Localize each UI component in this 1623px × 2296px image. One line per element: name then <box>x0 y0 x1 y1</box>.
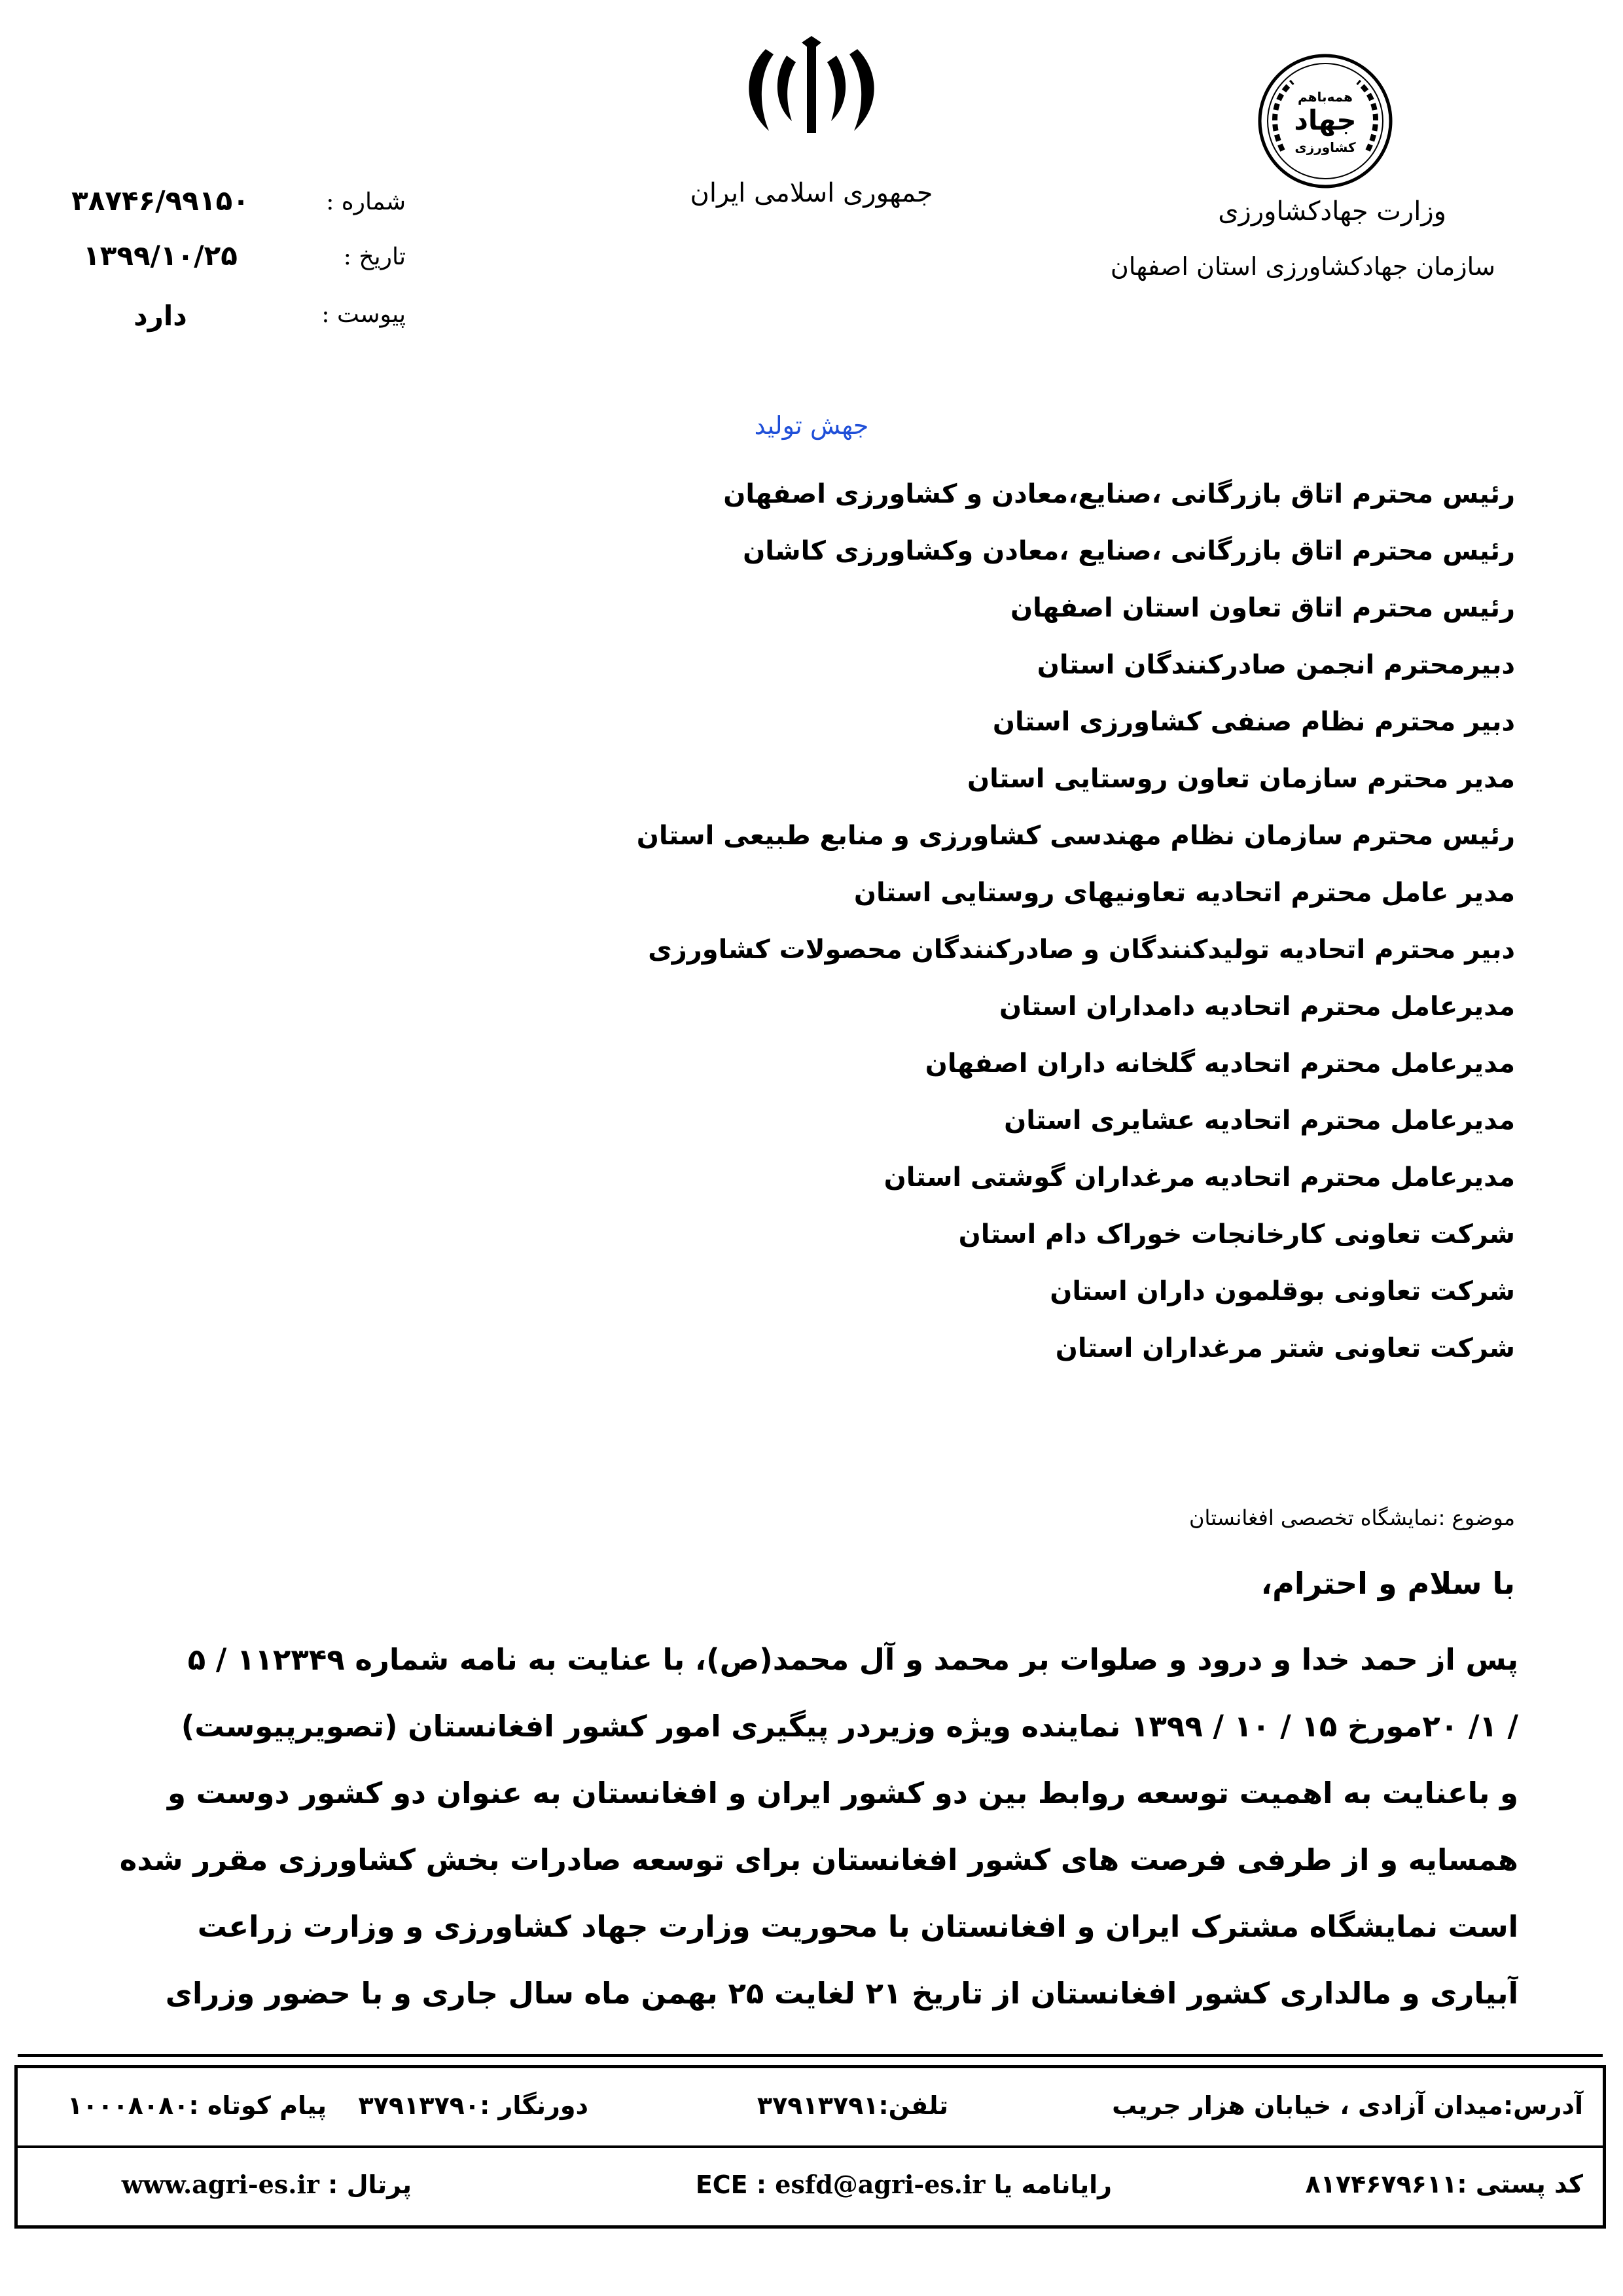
footer-address: آدرس:میدان آزادی ، خیابان هزار جریب <box>1112 2091 1583 2120</box>
country-name: جمهوری اسلامی ایران <box>690 178 933 208</box>
iran-emblem-icon <box>740 36 883 141</box>
recipient-item: مدیرعامل محترم اتحادیه گلخانه داران اصفهان <box>925 1049 1515 1079</box>
recipient-item: مدیرعامل محترم اتحادیه عشایری استان <box>1004 1105 1515 1136</box>
recipient-item: شرکت تعاونی شتر مرغداران استان <box>1055 1333 1515 1363</box>
date-label: تاریخ : <box>343 243 406 270</box>
body-line: و باعنایت به اهمیت توسعه روابط بین دو کشور ایران و افغانستان به عنوان دو کشور دوست و <box>167 1776 1518 1810</box>
recipient-item: شرکت تعاونی کارخانجات خوراک دام استان <box>958 1219 1515 1249</box>
postal-value: ۸۱۷۴۶۷۹۶۱۱ <box>1305 2170 1457 2198</box>
attachment-label: پیوست : <box>321 301 406 328</box>
body-line: همسایه و از طرفی فرصت های کشور افغانستان برای توسعه صادرات بخش کشاورزی مقرر شده <box>119 1842 1518 1877</box>
recipient-item: رئیس محترم اتاق بازرگانی ،صنایع ،معادن وکشاورزی کاشان <box>743 536 1515 566</box>
recipient-item: رئیس محترم اتاق تعاون استان اصفهان <box>1010 593 1515 623</box>
ministry-name: وزارت جهادکشاورزی <box>1218 196 1446 226</box>
footer-divider <box>18 2145 1603 2148</box>
body-line: است نمایشگاه مشترک ایران و افغانستان با محوریت وزارت جهاد کشاورزی و وزارت زراعت <box>197 1909 1518 1944</box>
email-label: رایانامه یا ECE : <box>695 2170 1112 2199</box>
letter-body <box>111 1626 1518 2027</box>
footer-fax <box>359 2091 588 2120</box>
phone-label: تلفن: <box>878 2091 948 2120</box>
recipient-item: شرکت تعاونی بوقلمون داران استان <box>1050 1276 1515 1306</box>
phone-value: ۳۷۹۱۳۷۹۱ <box>757 2091 879 2120</box>
recipient-item: مدیر عامل محترم اتحادیه تعاونیهای روستایی استان <box>853 878 1515 908</box>
letter-subject: موضوع :نمایشگاه تخصصی افغانستان <box>1188 1505 1515 1530</box>
fax-label: دورنگار : <box>480 2091 588 2120</box>
logo-text-top: همه‌باهم <box>1298 89 1353 105</box>
body-line: پس از حمد خدا و درود و صلوات بر محمد و آل محمد(ص)، با عنایت به نامه شماره ۱۱۲۳۴۹ / ۵ <box>187 1642 1518 1677</box>
recipient-item: دبیرمحترم انجمن صادرکنندگان استان <box>1037 650 1515 680</box>
fax-value: ۳۷۹۱۳۷۹۰ <box>358 2091 480 2120</box>
attachment-value: دارد <box>134 300 187 332</box>
letter-date: ۱۳۹۹/۱۰/۲۵ <box>83 240 238 272</box>
organization-name: سازمان جهادکشاورزی استان اصفهان <box>1110 252 1495 281</box>
number-label: شماره : <box>326 188 406 215</box>
recipient-item: رئیس محترم اتاق بازرگانی ،صنایع،معادن و کشاورزی اصفهان <box>723 479 1515 509</box>
sms-label: پیام کوتاه : <box>188 2091 327 2120</box>
recipient-list <box>599 466 1515 1377</box>
footer-contact-box <box>14 2065 1606 2229</box>
jahad-keshavarzi-logo-icon <box>1257 52 1394 190</box>
greeting: با سلام و احترام، <box>1260 1566 1515 1601</box>
logo-text-bottom: کشاورزی <box>1294 139 1356 155</box>
body-line: آبیاری و مالداری کشور افغانستان از تاریخ ۲۱ لغایت ۲۵ بهمن ماه سال جاری و با حضور وزرای <box>165 1976 1518 2011</box>
footer-phone <box>757 2091 948 2120</box>
email-link[interactable]: esfd@agri-es.ir <box>775 2170 986 2199</box>
recipient-item: مدیرعامل محترم اتحادیه مرغداران گوشتی استان <box>883 1162 1515 1193</box>
postal-label: کد پستی : <box>1457 2170 1583 2198</box>
body-line: / ۱/ ۲۰مورخ ۱۵ / ۱۰ / ۱۳۹۹ نماینده ویژه وزیردر پیگیری امور کشور افغانستان (تصویرپیوست) <box>181 1709 1518 1744</box>
portal-link[interactable]: www.agri-es.ir <box>121 2170 319 2199</box>
recipient-item: دبیر محترم نظام صنفی کشاورزی استان <box>992 707 1515 737</box>
footer-email <box>696 2170 1112 2199</box>
recipient-item: رئیس محترم سازمان نظام مهندسی کشاورزی و منابع طبیعی استان <box>636 821 1515 851</box>
portal-label: پرتال : <box>328 2170 412 2199</box>
letter-number: ۳۸۷۴۶/۹۹۱۵۰ <box>71 185 249 217</box>
recipient-item: مدیرعامل محترم اتحادیه دامداران استان <box>999 992 1515 1022</box>
sms-value: ۱۰۰۰۸۰۸۰ <box>67 2091 189 2120</box>
logo-text-main: جهاد <box>1294 104 1357 136</box>
footer-portal <box>122 2170 412 2199</box>
footer-sms <box>67 2091 327 2120</box>
slogan: جهش تولید <box>754 411 869 440</box>
recipient-item: مدیر محترم سازمان تعاون روستایی استان <box>967 764 1515 794</box>
footer-postal <box>1305 2170 1583 2198</box>
recipient-item: دبیر محترم اتحادیه تولیدکنندگان و صادرکنندگان محصولات کشاورزی <box>648 935 1515 965</box>
